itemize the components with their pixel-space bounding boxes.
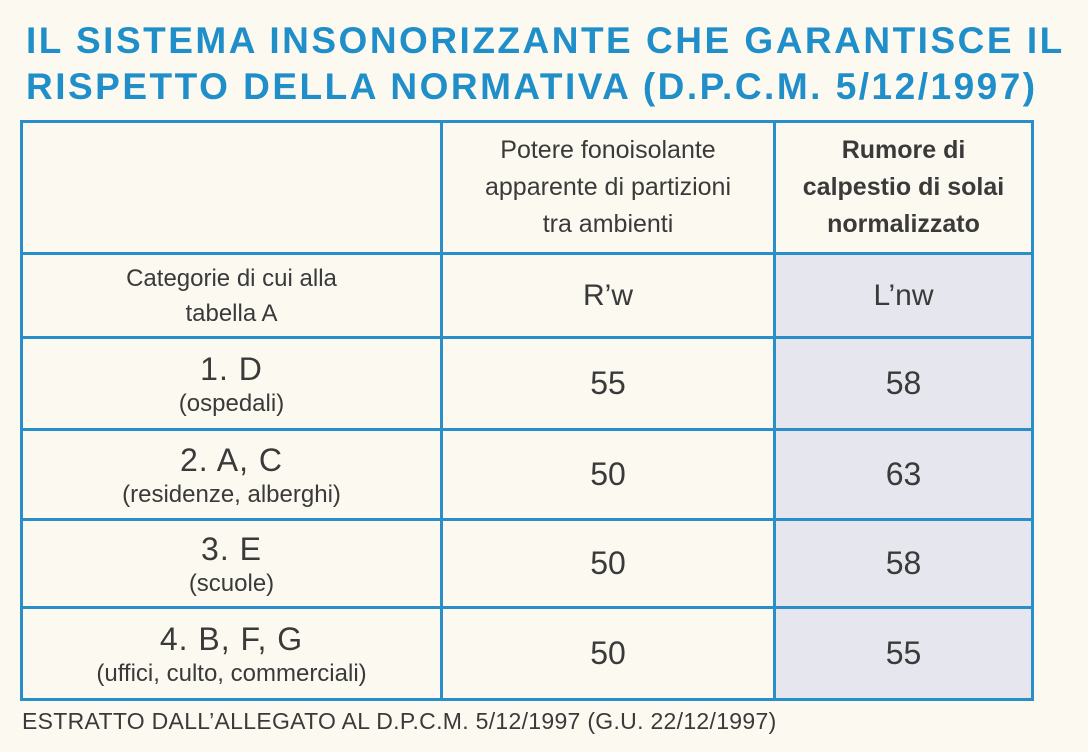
rw-value: 50 — [442, 520, 775, 608]
title-line-1: IL SISTEMA INSONORIZZANTE CHE GARANTISCE IL — [26, 20, 1065, 61]
header-rw-line: apparente di partizioni — [485, 173, 731, 201]
table-row — [22, 608, 1033, 700]
rw-value: 50 — [442, 608, 775, 700]
lnw-value: 58 — [775, 520, 1033, 608]
category-code: 3. E — [201, 530, 262, 567]
category-desc: (scuole) — [188, 569, 275, 597]
category-label-line: Categorie di cui alla — [126, 264, 337, 292]
lnw-value: 55 — [775, 608, 1033, 700]
title-line-2: RISPETTO DELLA NORMATIVA (D.P.C.M. 5/12/1997) — [26, 66, 1038, 107]
header-lnw — [775, 122, 1033, 254]
category-code: 1. D — [200, 350, 263, 387]
empty-header-cell — [22, 122, 442, 254]
header-lnw-line: Rumore di — [841, 136, 966, 164]
regulation-table — [20, 120, 1034, 701]
category-code: 4. B, F, G — [159, 620, 304, 657]
lnw-symbol: L’nw — [775, 254, 1033, 338]
category-cell — [22, 430, 442, 520]
header-row — [22, 122, 1033, 254]
category-cell — [22, 338, 442, 430]
header-rw-line: Potere fonoisolante — [500, 136, 716, 164]
header-rw — [442, 122, 775, 254]
table-row — [22, 338, 1033, 430]
rw-symbol: R’w — [442, 254, 775, 338]
table-row — [22, 430, 1033, 520]
header-rw-line: tra ambienti — [542, 210, 674, 238]
lnw-value: 58 — [775, 338, 1033, 430]
table-row — [22, 520, 1033, 608]
category-desc: (residenze, alberghi) — [122, 480, 341, 508]
category-cell — [22, 520, 442, 608]
category-label-line: tabella A — [185, 299, 278, 327]
lnw-value: 63 — [775, 430, 1033, 520]
category-desc: (ospedali) — [178, 389, 285, 417]
rw-value: 55 — [442, 338, 775, 430]
category-desc: (uffici, culto, commerciali) — [96, 659, 367, 687]
header-lnw-line: calpestio di solai — [802, 173, 1005, 201]
header-lnw-line: normalizzato — [827, 210, 980, 238]
category-code: 2. A, C — [179, 441, 284, 478]
page-title — [26, 18, 1076, 110]
category-cell — [22, 608, 442, 700]
subheader-row — [22, 254, 1033, 338]
footnote: ESTRATTO DALL’ALLEGATO AL D.P.C.M. 5/12/1997 (G.U. 22/12/1997) — [22, 708, 777, 734]
rw-value: 50 — [442, 430, 775, 520]
category-label-cell — [22, 254, 442, 338]
